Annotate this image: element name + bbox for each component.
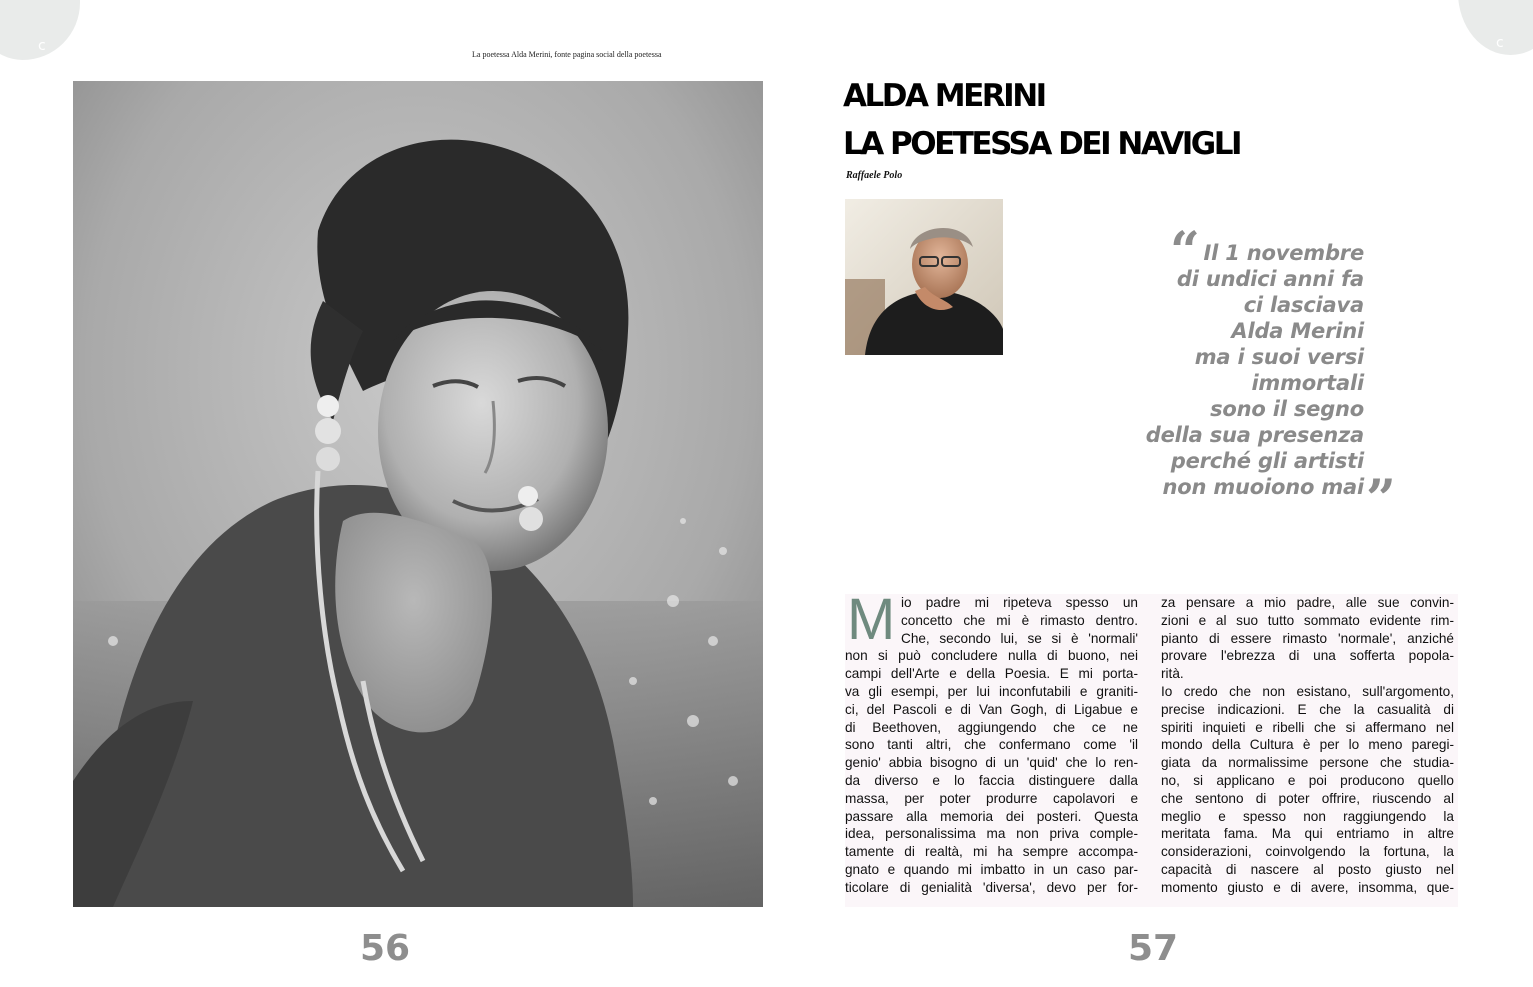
body-line: considerazioni, coinvolgendo la fortuna, la <box>1161 844 1454 860</box>
body-line: giata da normalissime persone che studia- <box>1161 755 1454 771</box>
quote-line: sono il segno <box>1210 397 1364 421</box>
body-line: io padre mi ripeteva spesso un <box>901 595 1138 610</box>
body-line: massa, per poter produrre capolavori e <box>845 790 1138 806</box>
pull-quote <box>1070 221 1410 530</box>
body-line: di Beethoven, aggiungendo che ce ne <box>845 719 1138 735</box>
drop-cap: M <box>847 587 896 652</box>
page-number-left: 56 <box>360 928 411 969</box>
body-line: ci, del Pascoli e di Van Gogh, di Ligabue e <box>845 701 1138 717</box>
quote-line: non muoiono mai <box>1162 475 1364 499</box>
body-line: ticolare di genialità 'diversa', devo per for- <box>845 879 1138 895</box>
body-line: sono tanti altri, che confermano come 'il <box>845 737 1138 753</box>
article-body <box>845 587 1458 907</box>
body-line: gnato e quando mi imbatto in un caso par- <box>845 861 1138 877</box>
article-title-line-2: LA POETESSA DEI NAVIGLI <box>843 126 1240 162</box>
quote-line: della sua presenza <box>1145 423 1364 447</box>
article-title <box>843 72 1240 168</box>
body-line: provare l'ebrezza di una sofferta popola- <box>1161 648 1454 664</box>
body-line: precise indicazioni. E che la casualità di <box>1161 701 1454 717</box>
body-line: concetto che mi è rimasto dentro. <box>901 612 1138 628</box>
corner-glyph-right: c <box>1496 35 1504 51</box>
body-line: zioni e al suo tutto sommato evidente rim- <box>1161 612 1454 628</box>
quote-close-mark: ” <box>1366 469 1396 530</box>
body-line: no, si applicano e poi producono quello <box>1161 772 1454 788</box>
body-line: passare alla memoria dei posteri. Questa <box>845 808 1138 824</box>
body-line: genio' abbia bisogno di un 'quid' che lo ren- <box>845 755 1138 771</box>
body-line: va gli esempi, per lui inconfutabili e graniti- <box>845 683 1138 699</box>
article-title-line-1: ALDA MERINI <box>843 78 1045 114</box>
alda-merini-photo <box>73 81 763 907</box>
body-line: tamente di realtà, mi ha sempre accompa- <box>845 844 1138 860</box>
body-line: rità. <box>1161 666 1184 682</box>
body-line: che sentono di poter offrire, riuscendo al <box>1161 790 1454 806</box>
corner-glyph-left: c <box>38 38 46 54</box>
body-line: mondo della Cultura è per lo meno paregi- <box>1161 737 1454 753</box>
quote-line: di undici anni fa <box>1176 267 1364 291</box>
corner-decoration-right <box>1458 0 1533 55</box>
body-line: Che, secondo lui, se si è 'normali' <box>901 630 1138 646</box>
quote-line: ma i suoi versi <box>1194 345 1364 369</box>
quote-open-mark: “ <box>1170 221 1200 282</box>
body-column-1 <box>845 587 1138 897</box>
body-line: za pensare a mio padre, alle sue convin- <box>1161 595 1454 610</box>
corner-decoration-left <box>0 0 80 60</box>
body-line: non si può concludere nulla di buono, nei <box>845 648 1138 664</box>
body-line: Io credo che non esistano, sull'argomento, <box>1161 683 1454 699</box>
body-line: meglio e spesso non raggiungendo la <box>1161 808 1454 824</box>
quote-line: ci lasciava <box>1243 293 1364 317</box>
pull-quote-text <box>1146 240 1364 500</box>
body-line: pianto di essere rimasto 'normale', anziché <box>1161 630 1454 646</box>
body-line: da diverso e lo faccia distinguere dalla <box>845 772 1138 788</box>
body-line: meritata fama. Ma qui entriamo in altre <box>1161 826 1454 842</box>
quote-line: immortali <box>1251 371 1364 395</box>
photo-caption: La poetessa Alda Merini, fonte pagina social della poetessa <box>472 50 662 59</box>
body-line: capacità di nascere al posto giusto nel <box>1161 861 1454 877</box>
body-line: idea, personalissima ma non priva comple- <box>845 826 1138 842</box>
quote-line: Alda Merini <box>1231 319 1364 343</box>
body-column-2 <box>1161 594 1454 897</box>
page-number-right: 57 <box>1128 928 1179 969</box>
author-photo <box>845 199 1003 355</box>
body-line: campi dell'Arte e della Poesia. E mi porta- <box>845 666 1138 682</box>
body-line: spiriti inquieti e ribelli che si affermano nel <box>1161 719 1454 735</box>
body-line: momento giusto e di avere, insomma, que- <box>1161 879 1454 895</box>
author-byline: Raffaele Polo <box>846 170 903 181</box>
quote-line: perché gli artisti <box>1170 449 1364 473</box>
quote-line: Il 1 novembre <box>1203 241 1364 265</box>
